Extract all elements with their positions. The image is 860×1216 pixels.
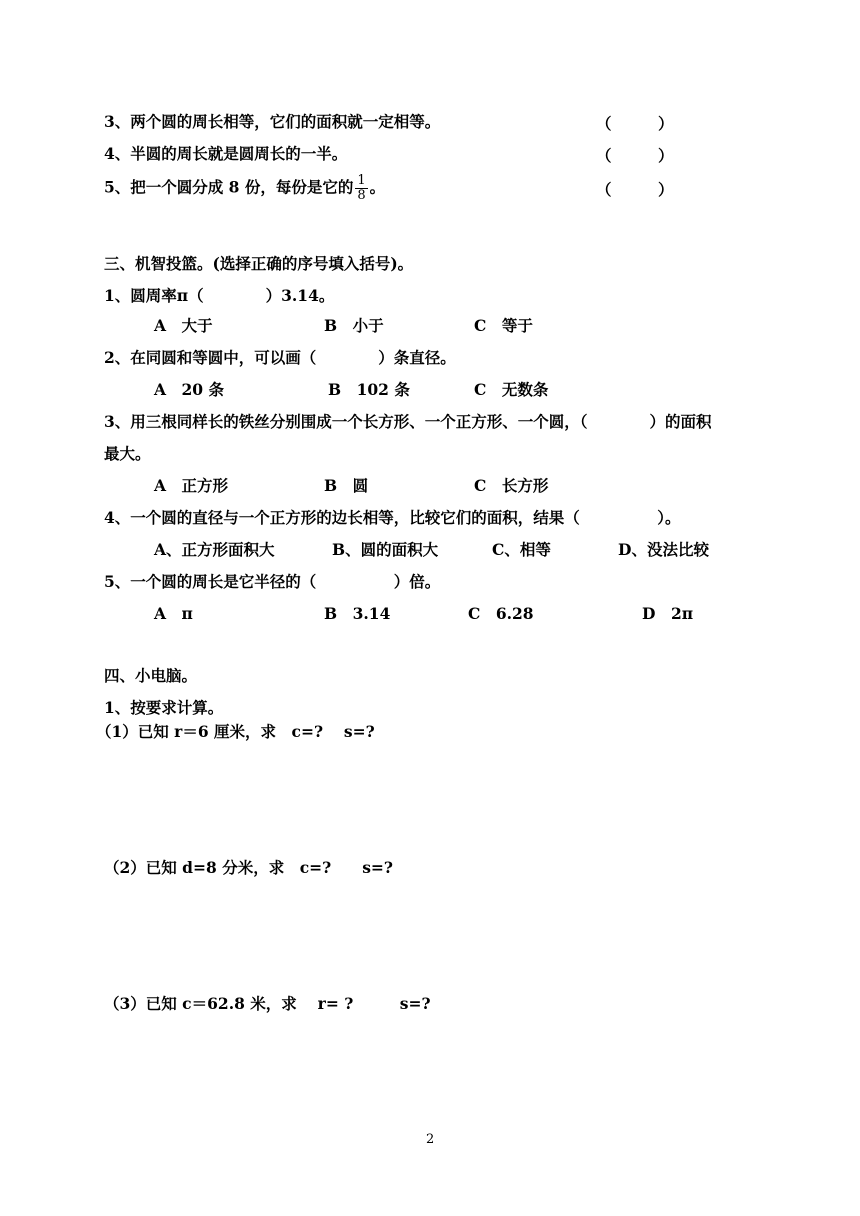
tf-item-3: 3、两个圆的周长相等，它们的面积就一定相等。: [104, 112, 441, 131]
tf-item-4: 4、半圆的周长就是圆周长的一半。: [104, 144, 348, 163]
s3-q3-option-b[interactable]: B 圆: [324, 476, 369, 495]
s3-q1: 1、圆周率π（ ）3.14。: [104, 286, 335, 305]
s4-item-3: （3）已知 c＝62.8 米，求 r= ? s=?: [104, 994, 431, 1013]
s3-q2-option-b[interactable]: B 102 条: [328, 380, 410, 399]
s3-q4: 4、一个圆的直径与一个正方形的边长相等，比较它们的面积，结果（ ）。: [104, 508, 681, 527]
page-number: 2: [426, 1132, 435, 1147]
s3-q1-option-c[interactable]: C 等于: [474, 316, 533, 335]
s3-q5-option-b[interactable]: B 3.14: [324, 604, 391, 623]
answer-bracket-5[interactable]: （ ）: [596, 180, 674, 199]
s3-q2: 2、在同圆和等圆中，可以画（ ）条直径。: [104, 348, 456, 367]
s3-q1-option-a[interactable]: A 大于: [154, 316, 213, 335]
fraction: [355, 174, 367, 203]
s3-q3-option-c[interactable]: C 长方形: [474, 476, 549, 495]
s3-q3-option-a[interactable]: A 正方形: [154, 476, 229, 495]
s3-q4-option-d[interactable]: D、没法比较: [618, 540, 709, 559]
s3-q2-option-c[interactable]: C 无数条: [474, 380, 549, 399]
fraction-denominator: 8: [357, 188, 366, 203]
fraction-numerator: 1: [357, 173, 366, 188]
tf-item-5: [104, 174, 385, 203]
s3-q5-option-a[interactable]: A π: [154, 604, 193, 623]
s4-item-1: （1）已知 r＝6 厘米，求 c=? s=?: [96, 722, 375, 741]
s3-q4-option-c[interactable]: C、相等: [492, 540, 551, 559]
s3-q5-option-c[interactable]: C 6.28: [468, 604, 534, 623]
s4-item-2: （2）已知 d=8 分米，求 c=? s=?: [104, 858, 393, 877]
s3-q1-option-b[interactable]: B 小于: [324, 316, 384, 335]
s3-q4-option-a[interactable]: A、正方形面积大: [154, 540, 275, 559]
section4-title: 四、小电脑。: [104, 666, 198, 685]
s3-q3-line2: 最大。: [104, 444, 151, 463]
s3-q5-option-d[interactable]: D 2π: [642, 604, 694, 623]
s3-q2-option-a[interactable]: A 20 条: [154, 380, 224, 399]
answer-bracket-4[interactable]: （ ）: [596, 146, 674, 165]
s3-q3-line1: 3、用三根同样长的铁丝分别围成一个长方形、一个正方形、一个圆，（ ）的面积: [104, 412, 712, 431]
tf-item-5-text: 5、把一个圆分成 8 份，每份是它的: [104, 177, 354, 197]
tf-item-5-end: 。: [369, 177, 386, 197]
s4-subtitle: 1、按要求计算。: [104, 698, 224, 717]
s3-q4-option-b[interactable]: B、圆的面积大: [332, 540, 439, 559]
answer-bracket-3[interactable]: （ ）: [596, 114, 674, 133]
section3-title: 三、机智投篮。(选择正确的序号填入括号)。: [104, 254, 414, 273]
s3-q5: 5、一个圆的周长是它半径的（ ）倍。: [104, 572, 441, 591]
